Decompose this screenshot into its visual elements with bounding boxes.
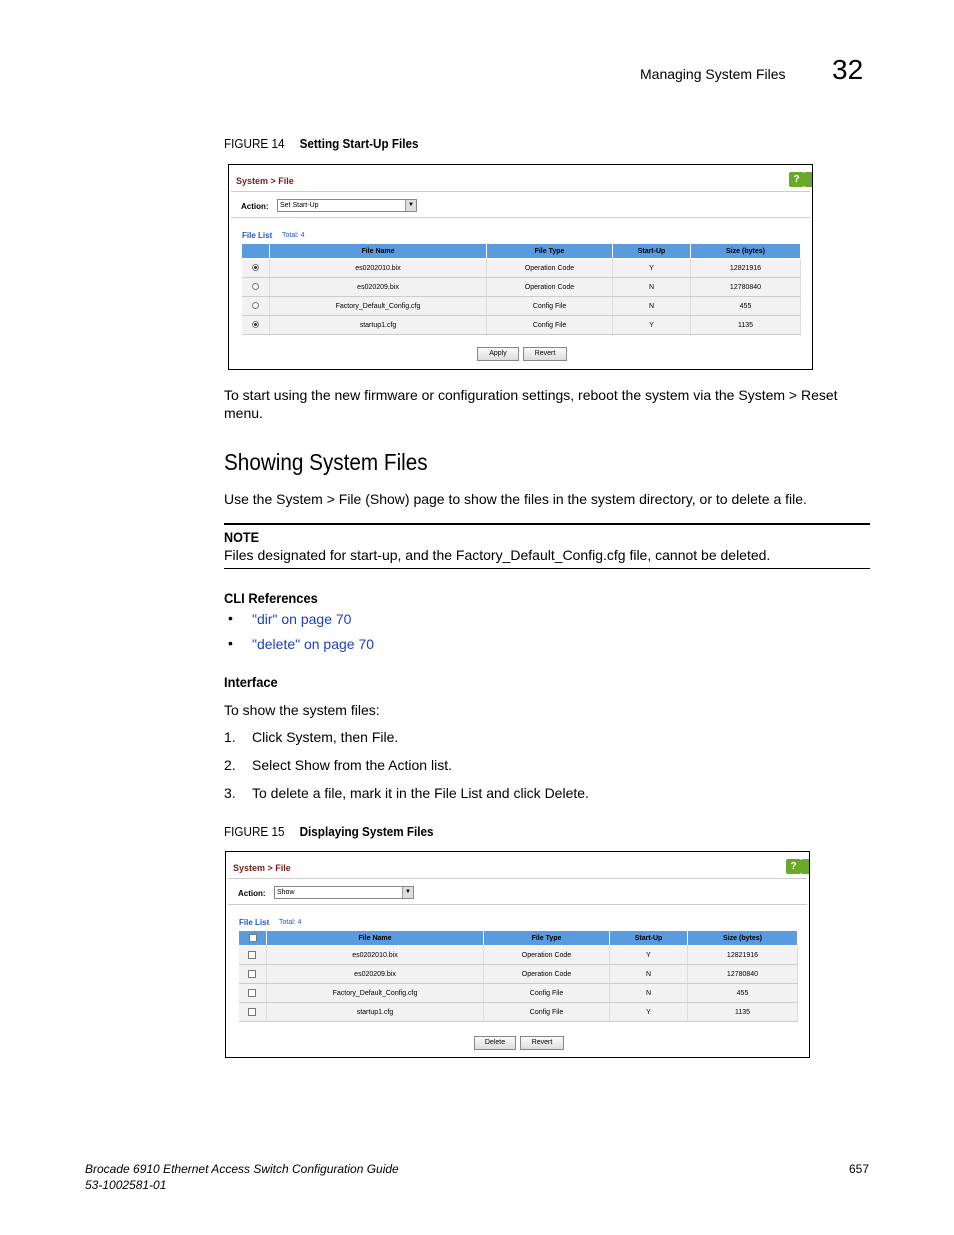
size-cell: 12780840 xyxy=(688,965,798,984)
column-header: Start-Up xyxy=(613,244,691,259)
breadcrumb: System > File xyxy=(236,176,294,186)
startup-cell: Y xyxy=(613,259,691,278)
divider xyxy=(231,217,810,218)
startup-cell: N xyxy=(613,278,691,297)
step-number: 3. xyxy=(224,785,236,801)
column-header: File Name xyxy=(267,931,484,946)
row-checkbox[interactable] xyxy=(248,1008,256,1016)
file-list-label: File List xyxy=(242,231,273,240)
startup-cell: N xyxy=(610,965,688,984)
divider xyxy=(228,878,807,879)
step-number: 2. xyxy=(224,757,236,773)
file-name-cell: es0202010.bix xyxy=(267,946,484,965)
delete-button[interactable]: Delete xyxy=(474,1036,516,1050)
file-name-cell: Factory_Default_Config.cfg xyxy=(270,297,487,316)
column-header: File Name xyxy=(270,244,487,259)
file-name-cell: es0202010.bix xyxy=(270,259,487,278)
section-heading: Showing System Files xyxy=(224,449,428,475)
note-box xyxy=(224,523,870,569)
size-cell: 1135 xyxy=(688,1003,798,1022)
file-type-cell: Operation Code xyxy=(487,278,613,297)
action-select[interactable] xyxy=(274,886,414,899)
action-label: Action: xyxy=(238,889,266,898)
figure-15-screenshot xyxy=(225,851,810,1058)
file-name-cell: es020209.bix xyxy=(267,965,484,984)
startup-cell: Y xyxy=(610,1003,688,1022)
revert-button[interactable]: Revert xyxy=(523,347,567,361)
table-row xyxy=(239,965,798,984)
running-header-title: Managing System Files xyxy=(640,66,786,82)
footer-guide-title: Brocade 6910 Ethernet Access Switch Configuration Guide xyxy=(85,1162,399,1176)
figure-label: FIGURE 15 xyxy=(224,824,285,839)
action-label: Action: xyxy=(241,202,269,211)
bullet: • xyxy=(228,635,233,651)
startup-radio[interactable] xyxy=(252,302,259,309)
step-text: Click System, then File. xyxy=(252,729,399,745)
file-type-cell: Config File xyxy=(484,1003,610,1022)
cli-references-heading: CLI References xyxy=(224,590,318,606)
file-type-cell: Operation Code xyxy=(484,946,610,965)
size-cell: 1135 xyxy=(691,316,801,335)
action-select-value: Show xyxy=(277,889,295,896)
file-name-cell: startup1.cfg xyxy=(270,316,487,335)
file-type-cell: Operation Code xyxy=(484,965,610,984)
file-table xyxy=(238,930,798,1022)
figure-14-caption xyxy=(224,136,419,151)
column-header: Size (bytes) xyxy=(691,244,801,259)
startup-radio[interactable] xyxy=(252,283,259,290)
bullet: • xyxy=(228,610,233,626)
delete-link[interactable]: "delete" on page 70 xyxy=(252,636,375,652)
file-type-cell: Config File xyxy=(484,984,610,1003)
intro-paragraph: Use the System > File (Show) page to show the files in the system directory, or to delete a file. xyxy=(224,491,807,507)
file-total: Total: 4 xyxy=(282,232,305,239)
note-label: NOTE xyxy=(224,529,260,545)
table-row xyxy=(239,984,798,1003)
help-icon[interactable]: ? xyxy=(789,172,804,187)
file-name-cell: startup1.cfg xyxy=(267,1003,484,1022)
step-text: To delete a file, mark it in the File List and click Delete. xyxy=(252,785,589,801)
apply-button[interactable]: Apply xyxy=(477,347,519,361)
action-select[interactable] xyxy=(277,199,417,212)
figure-14-screenshot xyxy=(228,164,813,370)
startup-cell: Y xyxy=(610,946,688,965)
breadcrumb: System > File xyxy=(233,863,291,873)
file-table xyxy=(241,243,801,335)
divider xyxy=(231,191,810,192)
chevron-down-icon: ▼ xyxy=(405,200,416,211)
startup-cell: N xyxy=(610,984,688,1003)
size-cell: 12821916 xyxy=(688,946,798,965)
figure-title: Setting Start-Up Files xyxy=(299,136,419,151)
size-cell: 455 xyxy=(688,984,798,1003)
chapter-number: 32 xyxy=(832,54,864,85)
page-number: 657 xyxy=(849,1162,870,1176)
select-column-header xyxy=(242,244,270,259)
figure-label: FIGURE 14 xyxy=(224,136,285,151)
startup-radio[interactable] xyxy=(252,321,259,328)
file-type-cell: Config File xyxy=(487,316,613,335)
figure-15-caption xyxy=(224,824,434,839)
dir-link[interactable]: "dir" on page 70 xyxy=(252,611,352,627)
table-header-row xyxy=(242,244,801,259)
table-row xyxy=(242,316,801,335)
table-row xyxy=(242,259,801,278)
file-name-cell: Factory_Default_Config.cfg xyxy=(267,984,484,1003)
size-cell: 12821916 xyxy=(691,259,801,278)
help-icon[interactable]: ? xyxy=(786,859,801,874)
step-number: 1. xyxy=(224,729,236,745)
column-header: Size (bytes) xyxy=(688,931,798,946)
startup-cell: N xyxy=(613,297,691,316)
table-row xyxy=(242,278,801,297)
file-type-cell: Config File xyxy=(487,297,613,316)
row-checkbox[interactable] xyxy=(248,989,256,997)
interface-intro: To show the system files: xyxy=(224,702,380,718)
select-all-header xyxy=(239,931,267,946)
interface-heading: Interface xyxy=(224,674,278,690)
size-cell: 12780840 xyxy=(691,278,801,297)
column-header: File Type xyxy=(487,244,613,259)
note-text: Files designated for start-up, and the Factory_Default_Config.cfg file, cannot be deleted. xyxy=(224,547,771,563)
footer-doc-number: 53-1002581-01 xyxy=(85,1178,167,1192)
action-select-value: Set Start-Up xyxy=(280,202,319,209)
file-total: Total: 4 xyxy=(279,919,302,926)
file-name-cell: es020209.bix xyxy=(270,278,487,297)
reboot-paragraph: To start using the new firmware or configuration settings, reboot the system via the System > Reset menu. xyxy=(224,387,838,421)
file-list-label: File List xyxy=(239,918,270,927)
row-checkbox[interactable] xyxy=(248,970,256,978)
secondary-icon[interactable] xyxy=(804,172,812,187)
table-row xyxy=(239,946,798,965)
select-all-checkbox[interactable] xyxy=(249,934,257,942)
divider xyxy=(228,904,807,905)
secondary-icon[interactable] xyxy=(801,859,809,874)
row-checkbox[interactable] xyxy=(248,951,256,959)
step-text: Select Show from the Action list. xyxy=(252,757,452,773)
startup-radio[interactable] xyxy=(252,264,259,271)
table-row xyxy=(239,1003,798,1022)
revert-button[interactable]: Revert xyxy=(520,1036,564,1050)
table-header-row xyxy=(239,931,798,946)
column-header: File Type xyxy=(484,931,610,946)
chevron-down-icon: ▼ xyxy=(402,887,413,898)
startup-cell: Y xyxy=(613,316,691,335)
file-type-cell: Operation Code xyxy=(487,259,613,278)
table-row xyxy=(242,297,801,316)
figure-title: Displaying System Files xyxy=(299,824,434,839)
column-header: Start-Up xyxy=(610,931,688,946)
size-cell: 455 xyxy=(691,297,801,316)
